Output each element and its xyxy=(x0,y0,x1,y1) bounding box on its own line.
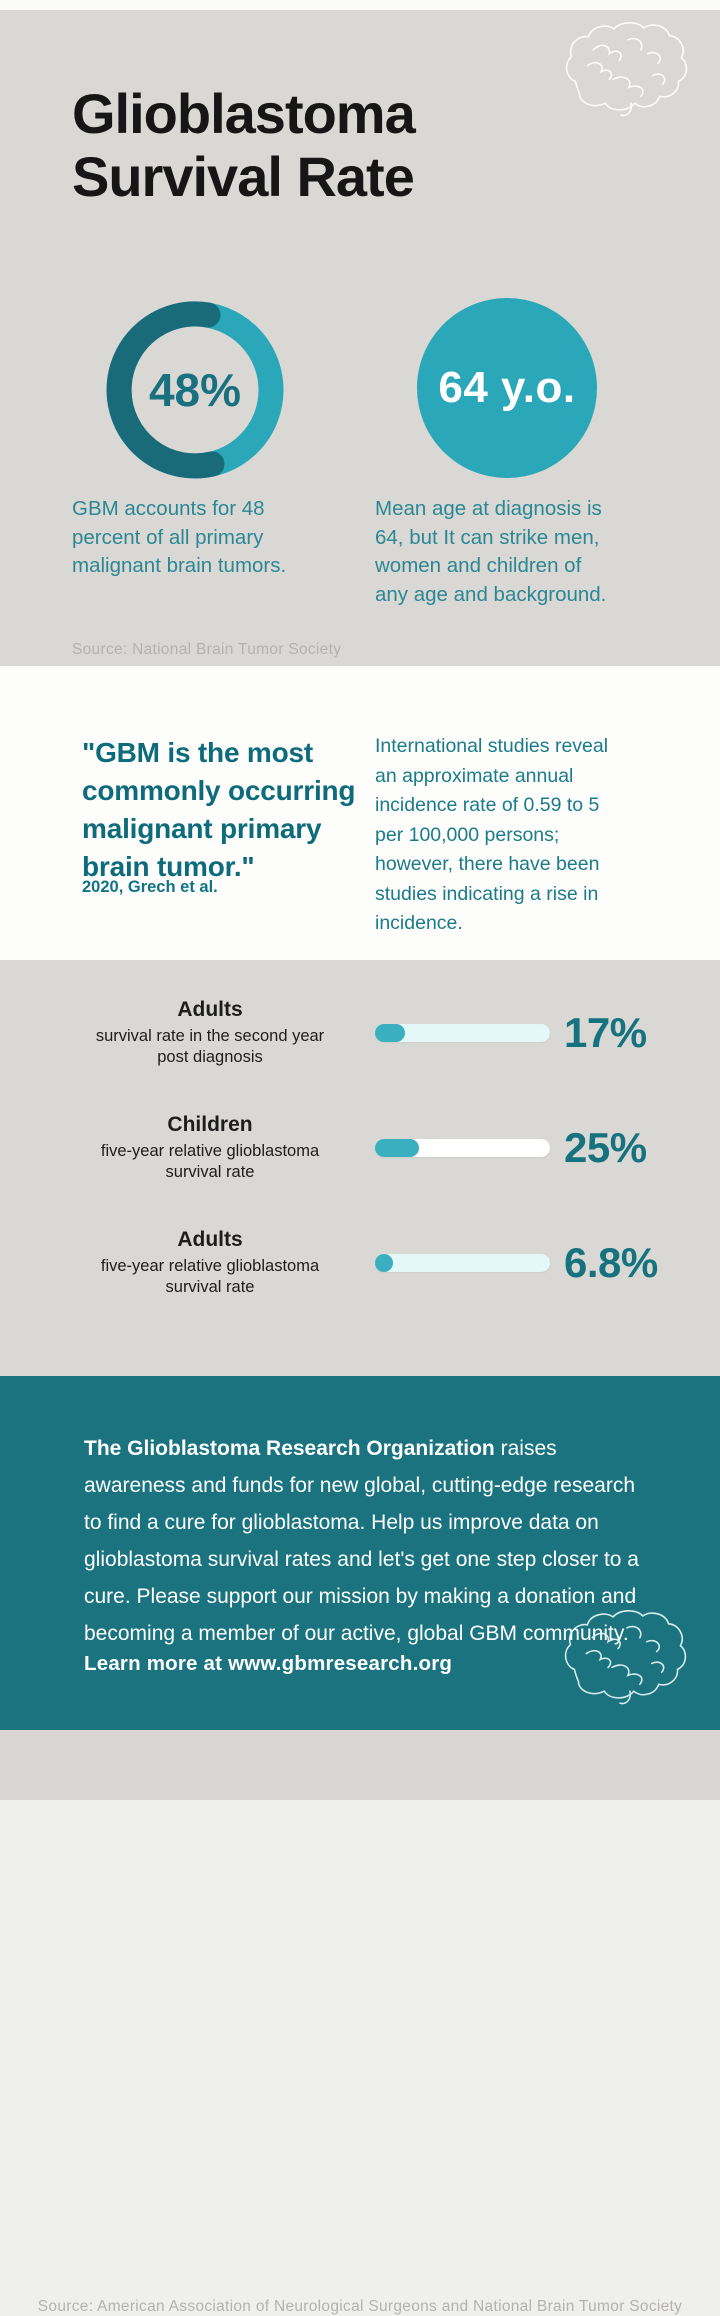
source-note: Source: American Association of Neurological Surgeons and National Brain Tumor Society xyxy=(37,2298,683,2315)
bar-value-label: 17% xyxy=(564,1009,647,1056)
bar-label-block xyxy=(60,1113,360,1183)
bar-description: five-year relative glioblastoma survival rate xyxy=(100,1142,320,1181)
stat-age-caption: Mean age at diagnosis is 64, but It can strike men, women and children of any age and background. xyxy=(375,497,607,606)
section-overview xyxy=(0,10,720,666)
page-title-line2: Survival Rate xyxy=(72,145,414,209)
survival-bars xyxy=(0,998,720,1343)
bar-group-label: Adults xyxy=(177,1228,243,1251)
stat-ring-caption: GBM accounts for 48 percent of all primary malignant brain tumors. xyxy=(72,497,287,577)
donation-org-name: The Glioblastoma Research Organization xyxy=(84,1437,495,1460)
bar-fill xyxy=(375,1139,419,1157)
bar-fill xyxy=(375,1024,405,1042)
donation-body: raises awareness and funds for new global, cutting-edge research to find a cure for glioblastoma. Help us improve data on glioblastoma survival rates and let's get one step closer to a cure. Please support our mission by making a donation and becoming a member of our active, global GBM community. xyxy=(84,1437,639,1645)
bar-label-block xyxy=(60,998,360,1068)
bar-description: survival rate in the second year post diagnosis xyxy=(95,1027,325,1066)
bar-description: five-year relative glioblastoma survival rate xyxy=(100,1257,320,1296)
page-title-line1: Glioblastoma xyxy=(72,82,415,145)
section-quote xyxy=(0,666,720,960)
learn-more-text: Learn more at www.gbmresearch.org xyxy=(84,1652,453,1675)
bar-label-block xyxy=(60,1228,360,1298)
bar-fill xyxy=(375,1254,393,1272)
stat-age-value: 64 y.o. xyxy=(438,363,576,412)
bar-value-label: 6.8% xyxy=(564,1239,658,1286)
bar-track xyxy=(375,1024,550,1042)
survival-bar-row xyxy=(0,1228,720,1298)
incidence-paragraph: International studies reveal an approximate annual incidence rate of 0.59 to 5 per 100,000 persons; however, there have been studies indicating a rise in incidence. xyxy=(375,735,609,934)
bar-value-label: 25% xyxy=(564,1124,647,1171)
footer-band xyxy=(0,1730,720,1800)
stat-age-circle xyxy=(417,298,597,478)
bar-track xyxy=(375,1254,550,1272)
survival-bar-row xyxy=(0,998,720,1068)
source-note: Source: National Brain Tumor Society xyxy=(72,641,342,658)
stat-ring-value: 48% xyxy=(148,364,242,416)
bar-group-label: Adults xyxy=(177,998,243,1021)
stat-ring-48 xyxy=(104,299,286,481)
bar-track xyxy=(375,1139,550,1157)
page-title xyxy=(72,82,672,209)
section-donation xyxy=(0,1376,720,1730)
brain-icon xyxy=(552,1608,692,1712)
survival-bar-row xyxy=(0,1113,720,1183)
quote-attribution: 2020, Grech et al. xyxy=(82,878,218,896)
quote-text: "GBM is the most commonly occurring malignant primary brain tumor." xyxy=(82,737,356,882)
bar-group-label: Children xyxy=(167,1113,253,1136)
